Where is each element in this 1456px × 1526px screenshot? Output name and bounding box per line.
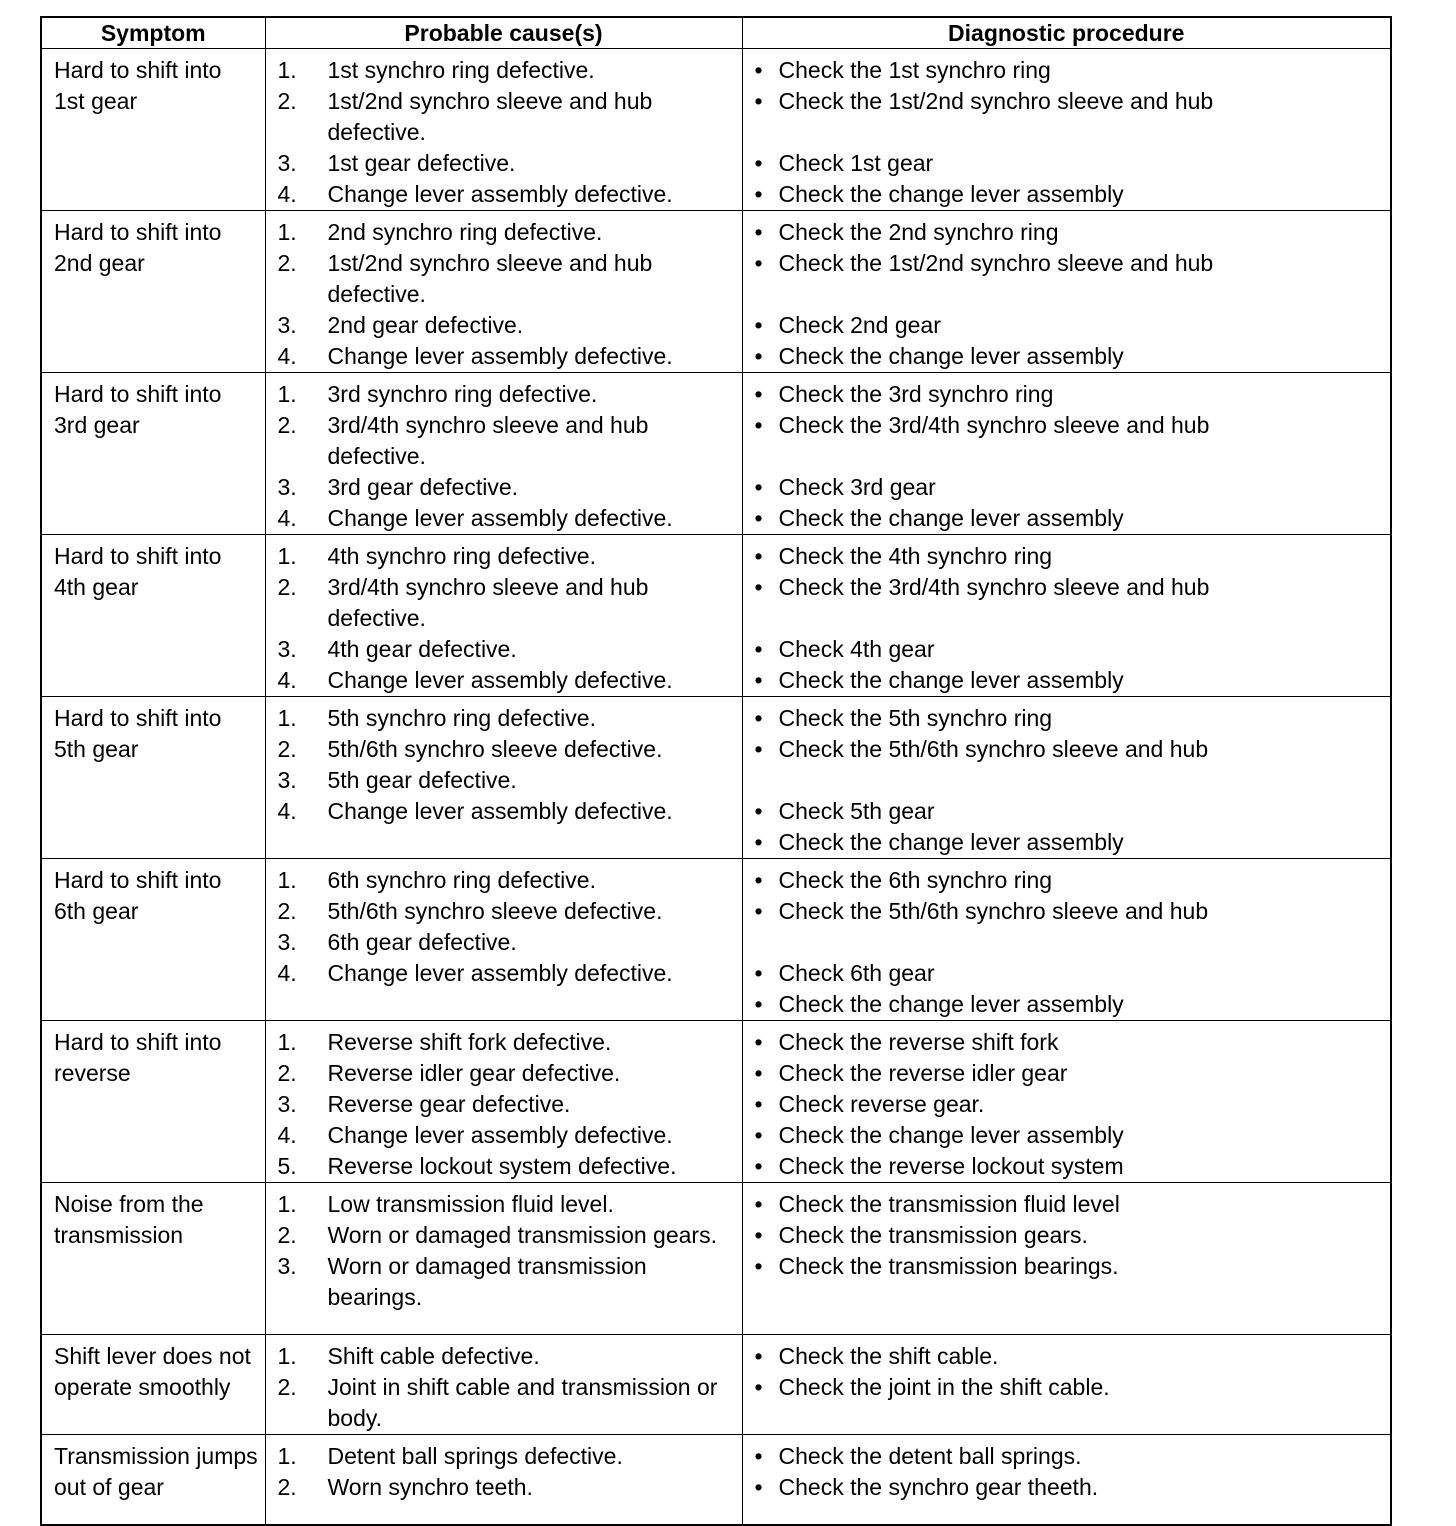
symptom-cell: Transmission jumps out of gear: [41, 1435, 265, 1525]
cause-text: Worn or damaged transmission bearings.: [327, 1253, 647, 1310]
procedure-cell: [742, 1021, 1391, 1183]
diagnostic-table: [40, 16, 1392, 1526]
cause-number: 2.: [277, 1374, 297, 1400]
cause-number: 1.: [277, 543, 297, 569]
procedure-text: Check the 5th/6th synchro sleeve and hub: [778, 736, 1209, 762]
cause-number: 3.: [277, 767, 297, 793]
table-row: [41, 49, 1391, 211]
procedure-cell: [742, 49, 1391, 211]
table-row: [41, 373, 1391, 535]
cause-number: 1.: [277, 219, 297, 245]
cause-text: 1st/2nd synchro sleeve and hub defective.: [327, 250, 653, 307]
cause-number: 2.: [277, 574, 297, 600]
causes-cell: [265, 535, 742, 697]
procedure-cell: [742, 1335, 1391, 1435]
procedure-text: Check the reverse lockout system: [778, 1153, 1124, 1179]
procedure-text: Check 3rd gear: [778, 474, 936, 500]
procedure-item: [743, 341, 1391, 372]
procedure-item: [743, 1151, 1391, 1182]
cause-number: 2.: [277, 898, 297, 924]
cause-number: 1.: [277, 705, 297, 731]
procedure-text: Check the 5th synchro ring: [778, 705, 1053, 731]
table-row: [41, 211, 1391, 373]
cause-item: [266, 1372, 736, 1434]
procedure-text: Check the detent ball springs.: [778, 1443, 1082, 1469]
cause-text: 5th/6th synchro sleeve defective.: [327, 898, 663, 924]
procedure-item: [743, 472, 1391, 503]
bullet: •: [754, 1222, 763, 1248]
procedure-item: [743, 1472, 1391, 1503]
bullet: •: [754, 1060, 763, 1086]
causes-list: [266, 379, 742, 534]
procedure-item: [743, 86, 1391, 117]
procedure-text: Check the change lever assembly: [778, 667, 1124, 693]
procedure-list: [743, 379, 1391, 534]
cause-item: [266, 86, 736, 148]
bullet: •: [754, 898, 763, 924]
procedure-text: Check the 1st/2nd synchro sleeve and hub: [778, 88, 1214, 114]
procedure-text: Check 6th gear: [778, 960, 935, 986]
procedure-item: [743, 55, 1391, 86]
cause-number: 2.: [277, 1474, 297, 1500]
procedure-text: Check the reverse shift fork: [778, 1029, 1059, 1055]
symptom-cell: Hard to shift into 2nd gear: [41, 211, 265, 373]
causes-cell: [265, 1021, 742, 1183]
cause-item: [266, 1189, 736, 1220]
cause-text: 1st gear defective.: [327, 150, 516, 176]
procedure-item: [743, 1220, 1391, 1251]
cause-item: [266, 410, 736, 472]
procedure-text: Check the 2nd synchro ring: [778, 219, 1059, 245]
table-row: [41, 859, 1391, 1021]
procedure-item: [743, 1372, 1391, 1403]
cause-item: [266, 1089, 736, 1120]
procedure-item: [743, 248, 1391, 279]
cause-number: 2.: [277, 1060, 297, 1086]
bullet: •: [754, 57, 763, 83]
symptom-cell: Shift lever does not operate smoothly: [41, 1335, 265, 1435]
procedure-text: Check the reverse idler gear: [778, 1060, 1068, 1086]
causes-list: [266, 541, 742, 696]
cause-number: 3.: [277, 312, 297, 338]
cause-item: [266, 341, 736, 372]
procedure-cell: [742, 1183, 1391, 1335]
symptom-cell: Hard to shift into 1st gear: [41, 49, 265, 211]
procedure-item: [743, 179, 1391, 210]
cause-text: Worn or damaged transmission gears.: [327, 1222, 717, 1248]
procedure-cell: [742, 859, 1391, 1021]
procedure-item: [743, 1089, 1391, 1120]
cause-text: 3rd synchro ring defective.: [327, 381, 598, 407]
procedure-text: Check the synchro gear theeth.: [778, 1474, 1099, 1500]
procedure-item: [743, 1251, 1391, 1282]
cause-item: [266, 634, 736, 665]
table-row: [41, 697, 1391, 859]
bullet: •: [754, 219, 763, 245]
causes-list: [266, 1027, 742, 1182]
cause-text: Change lever assembly defective.: [327, 1122, 673, 1148]
causes-cell: [265, 1335, 742, 1435]
cause-text: 1st synchro ring defective.: [327, 57, 595, 83]
causes-list: [266, 1189, 742, 1313]
cause-text: Detent ball springs defective.: [327, 1443, 623, 1469]
table-row: [41, 1335, 1391, 1435]
cause-number: 2.: [277, 250, 297, 276]
cause-number: 3.: [277, 1253, 297, 1279]
cause-number: 1.: [277, 1343, 297, 1369]
cause-item: [266, 1251, 736, 1313]
causes-cell: [265, 697, 742, 859]
causes-list: [266, 1441, 742, 1503]
cause-item: [266, 248, 736, 310]
cause-number: 3.: [277, 929, 297, 955]
cause-item: [266, 1151, 736, 1182]
procedure-item: [743, 865, 1391, 896]
cause-text: Joint in shift cable and transmission or body.: [327, 1374, 718, 1431]
bullet: •: [754, 312, 763, 338]
bullet: •: [754, 1153, 763, 1179]
table-row: [41, 535, 1391, 697]
cause-text: Change lever assembly defective.: [327, 798, 673, 824]
bullet: •: [754, 181, 763, 207]
procedure-text: Check the change lever assembly: [778, 181, 1124, 207]
cause-item: [266, 1058, 736, 1089]
procedure-text: Check the 4th synchro ring: [778, 543, 1053, 569]
cause-text: Change lever assembly defective.: [327, 343, 673, 369]
procedure-list: [743, 1441, 1391, 1503]
cause-item: [266, 958, 736, 989]
bullet: •: [754, 505, 763, 531]
procedure-cell: [742, 373, 1391, 535]
procedure-list: [743, 1341, 1391, 1403]
procedure-text: Check the change lever assembly: [778, 343, 1124, 369]
cause-text: 4th gear defective.: [327, 636, 517, 662]
cause-number: 4.: [277, 960, 297, 986]
procedure-item: [743, 379, 1391, 410]
procedure-list: [743, 865, 1391, 1020]
procedure-item: [743, 310, 1391, 341]
table-row: [41, 1021, 1391, 1183]
cause-item: [266, 1120, 736, 1151]
cause-number: 1.: [277, 57, 297, 83]
procedure-text: Check the 3rd synchro ring: [778, 381, 1054, 407]
bullet: •: [754, 1122, 763, 1148]
procedure-item: [743, 1189, 1391, 1220]
cause-text: 5th gear defective.: [327, 767, 517, 793]
cause-item: [266, 179, 736, 210]
procedure-cell: [742, 211, 1391, 373]
cause-item: [266, 865, 736, 896]
procedure-list: [743, 1189, 1391, 1282]
bullet: •: [754, 991, 763, 1017]
symptom-cell: Hard to shift into reverse: [41, 1021, 265, 1183]
cause-number: 3.: [277, 474, 297, 500]
symptom-cell: Hard to shift into 3rd gear: [41, 373, 265, 535]
procedure-list: [743, 703, 1391, 858]
bullet: •: [754, 736, 763, 762]
bullet: •: [754, 960, 763, 986]
procedure-item: [743, 1120, 1391, 1151]
bullet: •: [754, 1474, 763, 1500]
cause-item: [266, 896, 736, 927]
procedure-item: [743, 827, 1391, 858]
cause-text: Change lever assembly defective.: [327, 667, 673, 693]
cause-text: 3rd/4th synchro sleeve and hub defective.: [327, 574, 649, 631]
cause-item: [266, 703, 736, 734]
procedure-item: [743, 541, 1391, 572]
procedure-text: Check the change lever assembly: [778, 505, 1124, 531]
causes-cell: [265, 859, 742, 1021]
header-probable-causes: Probable cause(s): [265, 17, 742, 49]
procedure-text: Check the 5th/6th synchro sleeve and hub: [778, 898, 1209, 924]
procedure-item: [743, 796, 1391, 827]
procedure-text: Check the change lever assembly: [778, 829, 1124, 855]
procedure-text: Check the change lever assembly: [778, 991, 1124, 1017]
bullet: •: [754, 543, 763, 569]
cause-number: 4.: [277, 667, 297, 693]
procedure-item: [743, 410, 1391, 441]
procedure-item: [743, 896, 1391, 927]
table-body: [41, 49, 1391, 1525]
cause-text: 3rd/4th synchro sleeve and hub defective.: [327, 412, 649, 469]
procedure-item: [743, 665, 1391, 696]
bullet: •: [754, 250, 763, 276]
cause-number: 1.: [277, 1443, 297, 1469]
procedure-item: [743, 572, 1391, 603]
procedure-item: [743, 1341, 1391, 1372]
procedure-text: Check 2nd gear: [778, 312, 941, 338]
cause-text: Change lever assembly defective.: [327, 181, 673, 207]
procedure-text: Check 4th gear: [778, 636, 935, 662]
cause-item: [266, 472, 736, 503]
cause-text: Worn synchro teeth.: [327, 1474, 533, 1500]
bullet: •: [754, 1191, 763, 1217]
causes-list: [266, 703, 742, 827]
cause-text: Change lever assembly defective.: [327, 960, 673, 986]
cause-text: Low transmission fluid level.: [327, 1191, 614, 1217]
procedure-text: Check the 1st synchro ring: [778, 57, 1051, 83]
procedure-item: [743, 958, 1391, 989]
cause-item: [266, 765, 736, 796]
cause-number: 5.: [277, 1153, 297, 1179]
procedure-text: Check the 3rd/4th synchro sleeve and hub: [778, 574, 1210, 600]
cause-text: Change lever assembly defective.: [327, 505, 673, 531]
bullet: •: [754, 1091, 763, 1117]
cause-item: [266, 310, 736, 341]
cause-text: Reverse gear defective.: [327, 1091, 571, 1117]
bullet: •: [754, 667, 763, 693]
procedure-text: Check the change lever assembly: [778, 1122, 1124, 1148]
cause-number: 1.: [277, 1029, 297, 1055]
procedure-text: Check the transmission gears.: [778, 1222, 1088, 1248]
procedure-item: [743, 1441, 1391, 1472]
cause-item: [266, 665, 736, 696]
cause-item: [266, 148, 736, 179]
cause-item: [266, 1027, 736, 1058]
cause-item: [266, 572, 736, 634]
procedure-text: Check the joint in the shift cable.: [778, 1374, 1110, 1400]
cause-item: [266, 1472, 736, 1503]
bullet: •: [754, 798, 763, 824]
causes-cell: [265, 1183, 742, 1335]
bullet: •: [754, 636, 763, 662]
cause-text: 5th synchro ring defective.: [327, 705, 596, 731]
procedure-item: [743, 1058, 1391, 1089]
cause-number: 1.: [277, 1191, 297, 1217]
cause-text: Shift cable defective.: [327, 1343, 540, 1369]
bullet: •: [754, 343, 763, 369]
cause-number: 2.: [277, 736, 297, 762]
procedure-cell: [742, 697, 1391, 859]
procedure-item: [743, 148, 1391, 179]
procedure-item: [743, 703, 1391, 734]
cause-text: 5th/6th synchro sleeve defective.: [327, 736, 663, 762]
procedure-item: [743, 634, 1391, 665]
procedure-text: Check the transmission bearings.: [778, 1253, 1119, 1279]
causes-cell: [265, 373, 742, 535]
cause-number: 4.: [277, 505, 297, 531]
procedure-list: [743, 55, 1391, 210]
bullet: •: [754, 474, 763, 500]
cause-number: 3.: [277, 1091, 297, 1117]
procedure-text: Check the 6th synchro ring: [778, 867, 1053, 893]
cause-text: Reverse lockout system defective.: [327, 1153, 677, 1179]
bullet: •: [754, 1253, 763, 1279]
procedure-text: Check the transmission fluid level: [778, 1191, 1120, 1217]
cause-number: 3.: [277, 636, 297, 662]
cause-number: 4.: [277, 1122, 297, 1148]
cause-item: [266, 1220, 736, 1251]
cause-number: 2.: [277, 1222, 297, 1248]
procedure-cell: [742, 535, 1391, 697]
procedure-item: [743, 1027, 1391, 1058]
procedure-list: [743, 1027, 1391, 1182]
table-row: [41, 1183, 1391, 1335]
cause-item: [266, 1441, 736, 1472]
symptom-cell: Hard to shift into 5th gear: [41, 697, 265, 859]
bullet: •: [754, 381, 763, 407]
causes-list: [266, 865, 742, 989]
procedure-item: [743, 989, 1391, 1020]
bullet: •: [754, 150, 763, 176]
bullet: •: [754, 88, 763, 114]
procedure-text: Check reverse gear.: [778, 1091, 985, 1117]
procedure-list: [743, 217, 1391, 372]
procedure-text: Check the 1st/2nd synchro sleeve and hub: [778, 250, 1214, 276]
cause-text: 4th synchro ring defective.: [327, 543, 596, 569]
cause-number: 3.: [277, 150, 297, 176]
procedure-text: Check 5th gear: [778, 798, 935, 824]
cause-number: 2.: [277, 412, 297, 438]
causes-list: [266, 217, 742, 372]
cause-text: 6th synchro ring defective.: [327, 867, 596, 893]
bullet: •: [754, 1029, 763, 1055]
bullet: •: [754, 574, 763, 600]
bullet: •: [754, 705, 763, 731]
procedure-item: [743, 734, 1391, 765]
bullet: •: [754, 867, 763, 893]
cause-item: [266, 55, 736, 86]
procedure-item: [743, 503, 1391, 534]
symptom-cell: Hard to shift into 4th gear: [41, 535, 265, 697]
cause-number: 1.: [277, 381, 297, 407]
table-header: [41, 17, 1391, 49]
cause-text: Reverse shift fork defective.: [327, 1029, 612, 1055]
symptom-cell: Noise from the transmission: [41, 1183, 265, 1335]
procedure-item: [743, 217, 1391, 248]
cause-number: 2.: [277, 88, 297, 114]
cause-text: 6th gear defective.: [327, 929, 517, 955]
cause-item: [266, 734, 736, 765]
cause-text: Reverse idler gear defective.: [327, 1060, 621, 1086]
cause-item: [266, 1341, 736, 1372]
cause-number: 4.: [277, 181, 297, 207]
procedure-text: Check the shift cable.: [778, 1343, 999, 1369]
bullet: •: [754, 1374, 763, 1400]
cause-number: 4.: [277, 343, 297, 369]
cause-text: 3rd gear defective.: [327, 474, 519, 500]
symptom-cell: Hard to shift into 6th gear: [41, 859, 265, 1021]
causes-cell: [265, 211, 742, 373]
bullet: •: [754, 1443, 763, 1469]
cause-item: [266, 927, 736, 958]
header-symptom: Symptom: [41, 17, 265, 49]
cause-item: [266, 217, 736, 248]
causes-cell: [265, 49, 742, 211]
procedure-text: Check 1st gear: [778, 150, 934, 176]
bullet: •: [754, 1343, 763, 1369]
cause-number: 4.: [277, 798, 297, 824]
header-row: [41, 17, 1391, 49]
causes-list: [266, 55, 742, 210]
header-diagnostic-procedure: Diagnostic procedure: [742, 17, 1391, 49]
bullet: •: [754, 412, 763, 438]
bullet: •: [754, 829, 763, 855]
cause-number: 1.: [277, 867, 297, 893]
cause-item: [266, 541, 736, 572]
cause-text: 1st/2nd synchro sleeve and hub defective.: [327, 88, 653, 145]
procedure-list: [743, 541, 1391, 696]
causes-list: [266, 1341, 742, 1434]
cause-item: [266, 503, 736, 534]
cause-text: 2nd synchro ring defective.: [327, 219, 603, 245]
procedure-text: Check the 3rd/4th synchro sleeve and hub: [778, 412, 1210, 438]
cause-text: 2nd gear defective.: [327, 312, 524, 338]
cause-item: [266, 796, 736, 827]
cause-item: [266, 379, 736, 410]
